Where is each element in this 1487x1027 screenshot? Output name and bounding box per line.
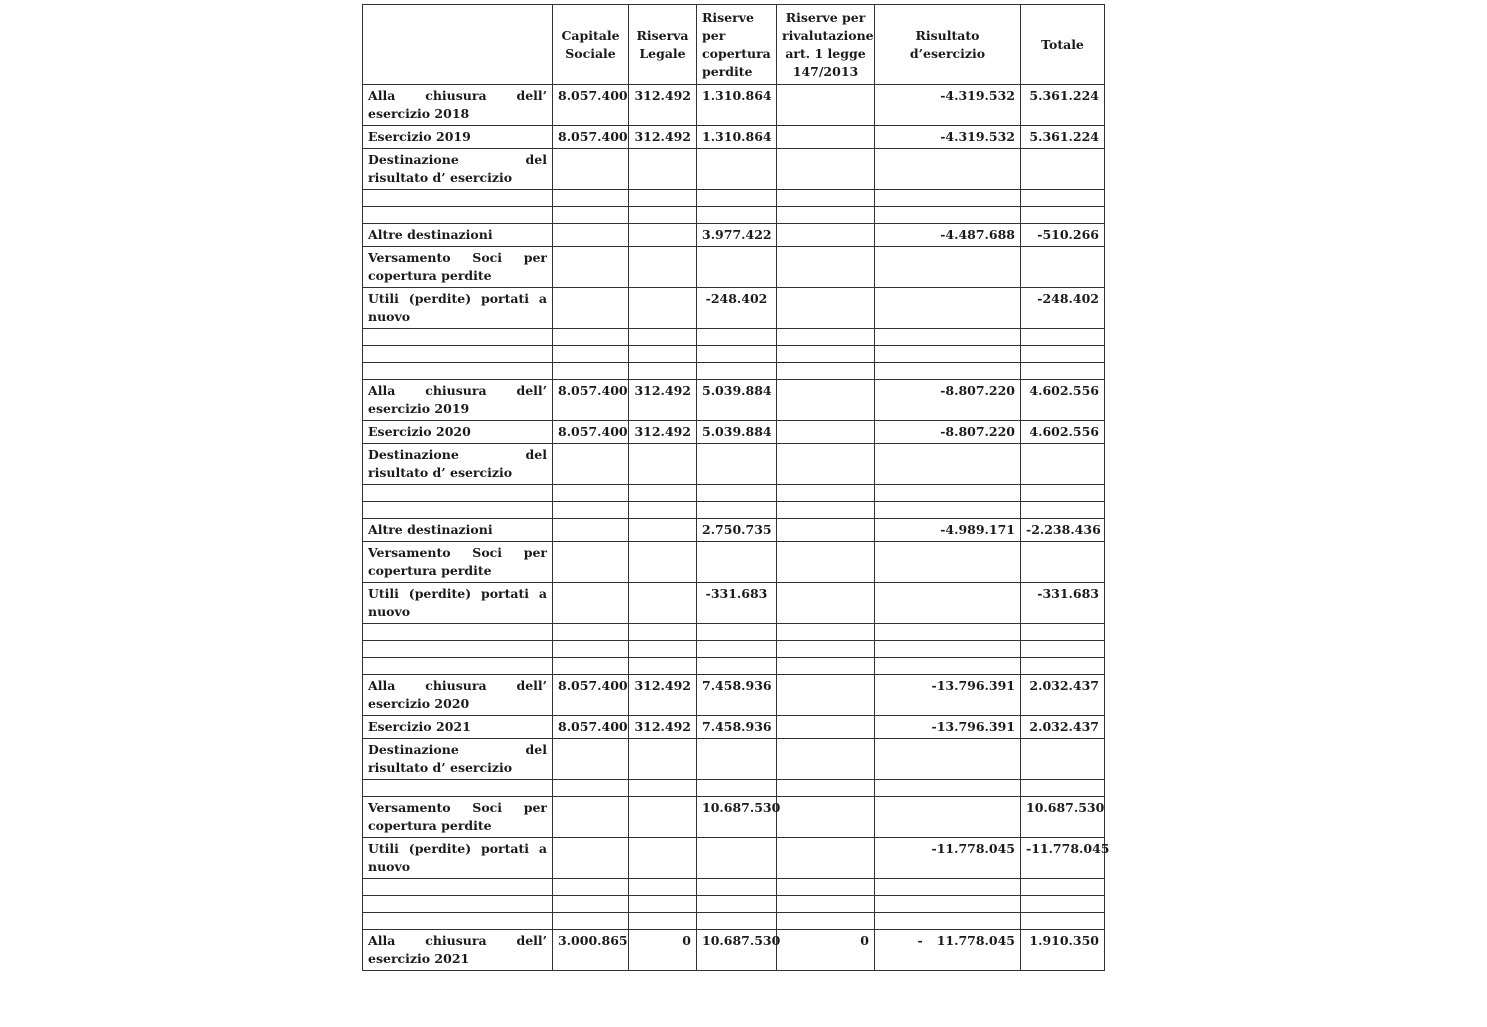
cell-risultato-esercizio: -8.807.220 <box>875 380 1021 421</box>
cell-riserve-rivalutazione <box>777 421 875 444</box>
cell-riserva-legale <box>629 288 697 329</box>
cell-capitale-sociale <box>553 624 629 641</box>
table-row <box>363 485 1105 502</box>
cell-riserve-rivalutazione <box>777 363 875 380</box>
cell-riserve-rivalutazione <box>777 716 875 739</box>
table-row <box>363 879 1105 896</box>
cell-capitale-sociale <box>553 583 629 624</box>
table-row <box>363 913 1105 930</box>
row-label: Versamento Soci per copertura perdite <box>363 797 553 838</box>
cell-totale: 4.602.556 <box>1021 380 1105 421</box>
cell-risultato-esercizio: -4.989.171 <box>875 519 1021 542</box>
cell-capitale-sociale <box>553 542 629 583</box>
cell-riserva-legale: 312.492 <box>629 675 697 716</box>
cell-riserve-rivalutazione: 0 <box>777 930 875 971</box>
cell-riserve-perdite: -331.683 <box>697 583 777 624</box>
cell-capitale-sociale <box>553 247 629 288</box>
cell-totale <box>1021 247 1105 288</box>
cell-risultato-esercizio <box>875 879 1021 896</box>
cell-riserve-perdite <box>697 444 777 485</box>
cell-risultato-esercizio: -4.487.688 <box>875 224 1021 247</box>
table-row <box>363 658 1105 675</box>
cell-risultato-esercizio <box>875 444 1021 485</box>
cell-risultato-esercizio: -13.796.391 <box>875 675 1021 716</box>
cell-riserve-rivalutazione <box>777 85 875 126</box>
cell-riserva-legale <box>629 542 697 583</box>
cell-totale <box>1021 329 1105 346</box>
cell-riserva-legale: 312.492 <box>629 380 697 421</box>
cell-riserve-perdite <box>697 247 777 288</box>
cell-totale <box>1021 780 1105 797</box>
cell-risultato-esercizio <box>875 624 1021 641</box>
cell-riserva-legale <box>629 624 697 641</box>
cell-risultato-esercizio <box>875 247 1021 288</box>
cell-risultato-esercizio <box>875 739 1021 780</box>
row-label: Altre destinazioni <box>363 519 553 542</box>
cell-capitale-sociale <box>553 780 629 797</box>
row-label <box>363 624 553 641</box>
cell-capitale-sociale: 8.057.400 <box>553 675 629 716</box>
row-label: Versamento Soci per copertura perdite <box>363 247 553 288</box>
cell-riserve-rivalutazione <box>777 583 875 624</box>
row-label <box>363 780 553 797</box>
cell-totale: 10.687.530 <box>1021 797 1105 838</box>
header-riserve-rivalutazione: Riserve per rivalutazione art. 1 legge 147/2013 <box>777 5 875 85</box>
cell-capitale-sociale: 8.057.400 <box>553 421 629 444</box>
row-label: Destinazione del risultato d’ esercizio <box>363 739 553 780</box>
row-label <box>363 913 553 930</box>
cell-riserva-legale <box>629 658 697 675</box>
cell-risultato-esercizio: -11.778.045 <box>875 838 1021 879</box>
cell-totale: -510.266 <box>1021 224 1105 247</box>
cell-totale <box>1021 485 1105 502</box>
table-row <box>363 675 1105 716</box>
cell-risultato-esercizio <box>875 583 1021 624</box>
row-label: Esercizio 2021 <box>363 716 553 739</box>
table-row <box>363 224 1105 247</box>
cell-totale <box>1021 913 1105 930</box>
row-label: Alla chiusura dell’ esercizio 2020 <box>363 675 553 716</box>
cell-capitale-sociale <box>553 838 629 879</box>
cell-totale: 5.361.224 <box>1021 85 1105 126</box>
cell-riserve-perdite: 10.687.530 <box>697 797 777 838</box>
cell-capitale-sociale <box>553 288 629 329</box>
table-row <box>363 641 1105 658</box>
row-label: Utili (perdite) portati a nuovo <box>363 838 553 879</box>
table-row <box>363 85 1105 126</box>
table-row <box>363 896 1105 913</box>
row-label: Esercizio 2019 <box>363 126 553 149</box>
cell-riserve-rivalutazione <box>777 519 875 542</box>
cell-totale <box>1021 624 1105 641</box>
table-row <box>363 444 1105 485</box>
cell-capitale-sociale <box>553 913 629 930</box>
table-row <box>363 363 1105 380</box>
row-label <box>363 207 553 224</box>
cell-riserva-legale <box>629 444 697 485</box>
cell-risultato-esercizio <box>875 329 1021 346</box>
cell-riserve-perdite <box>697 624 777 641</box>
cell-capitale-sociale <box>553 329 629 346</box>
cell-riserve-perdite: 7.458.936 <box>697 675 777 716</box>
cell-riserve-rivalutazione <box>777 207 875 224</box>
cell-riserva-legale <box>629 247 697 288</box>
cell-risultato-esercizio <box>875 363 1021 380</box>
table-row <box>363 502 1105 519</box>
cell-riserve-rivalutazione <box>777 542 875 583</box>
cell-totale <box>1021 346 1105 363</box>
cell-riserve-perdite: 7.458.936 <box>697 716 777 739</box>
cell-totale: 5.361.224 <box>1021 126 1105 149</box>
cell-riserva-legale <box>629 896 697 913</box>
table-row <box>363 126 1105 149</box>
cell-riserve-rivalutazione <box>777 658 875 675</box>
cell-riserve-rivalutazione <box>777 346 875 363</box>
cell-totale: -11.778.045 <box>1021 838 1105 879</box>
cell-riserve-perdite <box>697 838 777 879</box>
cell-riserve-perdite: 5.039.884 <box>697 421 777 444</box>
cell-riserve-perdite <box>697 190 777 207</box>
cell-riserva-legale <box>629 207 697 224</box>
cell-capitale-sociale <box>553 363 629 380</box>
cell-riserve-rivalutazione <box>777 329 875 346</box>
cell-totale <box>1021 658 1105 675</box>
row-label: Versamento Soci per copertura perdite <box>363 542 553 583</box>
cell-riserva-legale: 312.492 <box>629 85 697 126</box>
cell-capitale-sociale <box>553 444 629 485</box>
table-row <box>363 288 1105 329</box>
row-label: Destinazione del risultato d’ esercizio <box>363 149 553 190</box>
cell-totale <box>1021 879 1105 896</box>
table-row <box>363 421 1105 444</box>
cell-totale: 1.910.350 <box>1021 930 1105 971</box>
table-row <box>363 346 1105 363</box>
table-row <box>363 780 1105 797</box>
cell-riserva-legale <box>629 780 697 797</box>
cell-riserve-perdite <box>697 542 777 583</box>
cell-riserve-perdite <box>697 896 777 913</box>
cell-riserve-rivalutazione <box>777 675 875 716</box>
cell-risultato-esercizio <box>875 346 1021 363</box>
cell-riserve-perdite <box>697 363 777 380</box>
header-risultato-esercizio: Risultato d’esercizio <box>875 5 1021 85</box>
cell-riserve-perdite: 1.310.864 <box>697 126 777 149</box>
row-label <box>363 658 553 675</box>
cell-risultato-esercizio <box>875 542 1021 583</box>
cell-riserva-legale <box>629 641 697 658</box>
cell-riserve-perdite: 3.977.422 <box>697 224 777 247</box>
header-label <box>363 5 553 85</box>
cell-riserva-legale <box>629 739 697 780</box>
row-label: Utili (perdite) portati a nuovo <box>363 583 553 624</box>
cell-riserve-rivalutazione <box>777 190 875 207</box>
cell-risultato-esercizio <box>875 149 1021 190</box>
cell-riserve-rivalutazione <box>777 913 875 930</box>
cell-riserva-legale <box>629 502 697 519</box>
cell-capitale-sociale: 3.000.865 <box>553 930 629 971</box>
cell-riserva-legale: 312.492 <box>629 126 697 149</box>
risultato-value: 11.778.045 <box>936 933 1015 948</box>
cell-riserve-perdite <box>697 485 777 502</box>
cell-riserve-rivalutazione <box>777 838 875 879</box>
cell-risultato-esercizio <box>875 485 1021 502</box>
cell-capitale-sociale <box>553 519 629 542</box>
cell-totale <box>1021 502 1105 519</box>
cell-capitale-sociale <box>553 485 629 502</box>
cell-capitale-sociale <box>553 502 629 519</box>
cell-riserva-legale <box>629 149 697 190</box>
cell-riserva-legale <box>629 190 697 207</box>
cell-totale <box>1021 444 1105 485</box>
cell-capitale-sociale: 8.057.400 <box>553 716 629 739</box>
cell-riserve-rivalutazione <box>777 149 875 190</box>
cell-riserve-rivalutazione <box>777 797 875 838</box>
cell-capitale-sociale <box>553 879 629 896</box>
header-riserva-legale: Riserva Legale <box>629 5 697 85</box>
cell-riserve-rivalutazione <box>777 288 875 329</box>
row-label: Alla chiusura dell’ esercizio 2021 <box>363 930 553 971</box>
cell-totale <box>1021 363 1105 380</box>
cell-risultato-esercizio <box>875 780 1021 797</box>
cell-riserva-legale <box>629 519 697 542</box>
table-row <box>363 329 1105 346</box>
cell-capitale-sociale <box>553 207 629 224</box>
cell-riserva-legale <box>629 583 697 624</box>
cell-riserve-rivalutazione <box>777 739 875 780</box>
cell-risultato-esercizio: -8.807.220 <box>875 421 1021 444</box>
cell-riserve-perdite <box>697 502 777 519</box>
cell-risultato-esercizio <box>875 797 1021 838</box>
cell-riserva-legale: 0 <box>629 930 697 971</box>
row-label <box>363 896 553 913</box>
cell-totale: -2.238.436 <box>1021 519 1105 542</box>
table-row <box>363 838 1105 879</box>
cell-riserve-rivalutazione <box>777 502 875 519</box>
row-label <box>363 502 553 519</box>
cell-riserve-perdite <box>697 780 777 797</box>
table-row <box>363 149 1105 190</box>
cell-totale <box>1021 149 1105 190</box>
cell-riserve-perdite <box>697 207 777 224</box>
cell-riserva-legale <box>629 913 697 930</box>
table-row <box>363 930 1105 971</box>
cell-riserve-perdite: 2.750.735 <box>697 519 777 542</box>
cell-capitale-sociale: 8.057.400 <box>553 126 629 149</box>
cell-riserve-perdite: 5.039.884 <box>697 380 777 421</box>
table-row <box>363 797 1105 838</box>
cell-totale <box>1021 190 1105 207</box>
cell-capitale-sociale <box>553 658 629 675</box>
cell-capitale-sociale <box>553 149 629 190</box>
header-totale: Totale <box>1021 5 1105 85</box>
cell-capitale-sociale <box>553 224 629 247</box>
cell-riserve-perdite <box>697 346 777 363</box>
cell-riserve-rivalutazione <box>777 641 875 658</box>
cell-riserve-perdite <box>697 879 777 896</box>
header-row <box>363 5 1105 85</box>
cell-risultato-esercizio <box>875 896 1021 913</box>
cell-riserve-rivalutazione <box>777 444 875 485</box>
cell-riserve-perdite <box>697 149 777 190</box>
row-label <box>363 485 553 502</box>
cell-risultato-esercizio <box>875 502 1021 519</box>
cell-totale <box>1021 739 1105 780</box>
cell-risultato-esercizio <box>875 190 1021 207</box>
cell-riserve-rivalutazione <box>777 380 875 421</box>
cell-riserva-legale <box>629 346 697 363</box>
equity-changes-table <box>362 4 1110 971</box>
row-label <box>363 329 553 346</box>
table-row <box>363 739 1105 780</box>
cell-risultato-esercizio <box>875 641 1021 658</box>
cell-capitale-sociale <box>553 641 629 658</box>
row-label: Altre destinazioni <box>363 224 553 247</box>
row-label <box>363 346 553 363</box>
table-row <box>363 380 1105 421</box>
cell-risultato-esercizio <box>875 913 1021 930</box>
cell-capitale-sociale <box>553 739 629 780</box>
cell-totale: 2.032.437 <box>1021 675 1105 716</box>
cell-riserve-perdite: 10.687.530 <box>697 930 777 971</box>
cell-risultato-esercizio: -4.319.532 <box>875 85 1021 126</box>
cell-capitale-sociale: 8.057.400 <box>553 85 629 126</box>
cell-riserve-rivalutazione <box>777 224 875 247</box>
table-row <box>363 624 1105 641</box>
cell-capitale-sociale: 8.057.400 <box>553 380 629 421</box>
cell-riserva-legale <box>629 838 697 879</box>
cell-capitale-sociale <box>553 896 629 913</box>
cell-totale <box>1021 896 1105 913</box>
cell-risultato-esercizio <box>875 930 1021 971</box>
cell-riserve-rivalutazione <box>777 485 875 502</box>
cell-riserva-legale: 312.492 <box>629 716 697 739</box>
cell-capitale-sociale <box>553 797 629 838</box>
row-label <box>363 363 553 380</box>
row-label: Destinazione del risultato d’ esercizio <box>363 444 553 485</box>
cell-riserve-perdite <box>697 913 777 930</box>
cell-riserve-rivalutazione <box>777 896 875 913</box>
table-row <box>363 519 1105 542</box>
cell-riserve-rivalutazione <box>777 879 875 896</box>
cell-riserve-rivalutazione <box>777 624 875 641</box>
row-label: Alla chiusura dell’ esercizio 2019 <box>363 380 553 421</box>
cell-riserve-rivalutazione <box>777 780 875 797</box>
row-label <box>363 641 553 658</box>
table-row <box>363 190 1105 207</box>
cell-risultato-esercizio: -13.796.391 <box>875 716 1021 739</box>
cell-capitale-sociale <box>553 346 629 363</box>
equity-changes-sheet <box>362 4 1110 971</box>
row-label <box>363 879 553 896</box>
cell-riserve-perdite <box>697 739 777 780</box>
table-body <box>363 85 1110 971</box>
cell-totale: -248.402 <box>1021 288 1105 329</box>
table-row <box>363 716 1105 739</box>
cell-riserva-legale <box>629 224 697 247</box>
cell-risultato-esercizio <box>875 658 1021 675</box>
row-label: Utili (perdite) portati a nuovo <box>363 288 553 329</box>
cell-riserve-perdite <box>697 658 777 675</box>
cell-totale <box>1021 542 1105 583</box>
cell-totale <box>1021 641 1105 658</box>
cell-capitale-sociale <box>553 190 629 207</box>
cell-totale: -331.683 <box>1021 583 1105 624</box>
cell-riserva-legale <box>629 329 697 346</box>
table-row <box>363 542 1105 583</box>
cell-riserva-legale <box>629 485 697 502</box>
cell-riserva-legale <box>629 797 697 838</box>
cell-totale: 4.602.556 <box>1021 421 1105 444</box>
row-label: Alla chiusura dell’ esercizio 2018 <box>363 85 553 126</box>
row-label: Esercizio 2020 <box>363 421 553 444</box>
table-row <box>363 207 1105 224</box>
risultato-sign: - <box>917 933 923 948</box>
cell-risultato-esercizio <box>875 288 1021 329</box>
header-riserve-perdite: Riserve per copertura perdite <box>697 5 777 85</box>
cell-riserve-perdite: 1.310.864 <box>697 85 777 126</box>
cell-riserve-perdite <box>697 641 777 658</box>
table-row <box>363 583 1105 624</box>
row-label <box>363 190 553 207</box>
cell-riserva-legale <box>629 363 697 380</box>
cell-riserve-perdite <box>697 329 777 346</box>
cell-riserve-perdite: -248.402 <box>697 288 777 329</box>
cell-risultato-esercizio: -4.319.532 <box>875 126 1021 149</box>
cell-riserva-legale <box>629 879 697 896</box>
cell-risultato-esercizio <box>875 207 1021 224</box>
cell-riserve-rivalutazione <box>777 126 875 149</box>
cell-riserva-legale: 312.492 <box>629 421 697 444</box>
cell-totale: 2.032.437 <box>1021 716 1105 739</box>
cell-totale <box>1021 207 1105 224</box>
cell-riserve-rivalutazione <box>777 247 875 288</box>
header-capitale-sociale: Capitale Sociale <box>553 5 629 85</box>
table-row <box>363 247 1105 288</box>
